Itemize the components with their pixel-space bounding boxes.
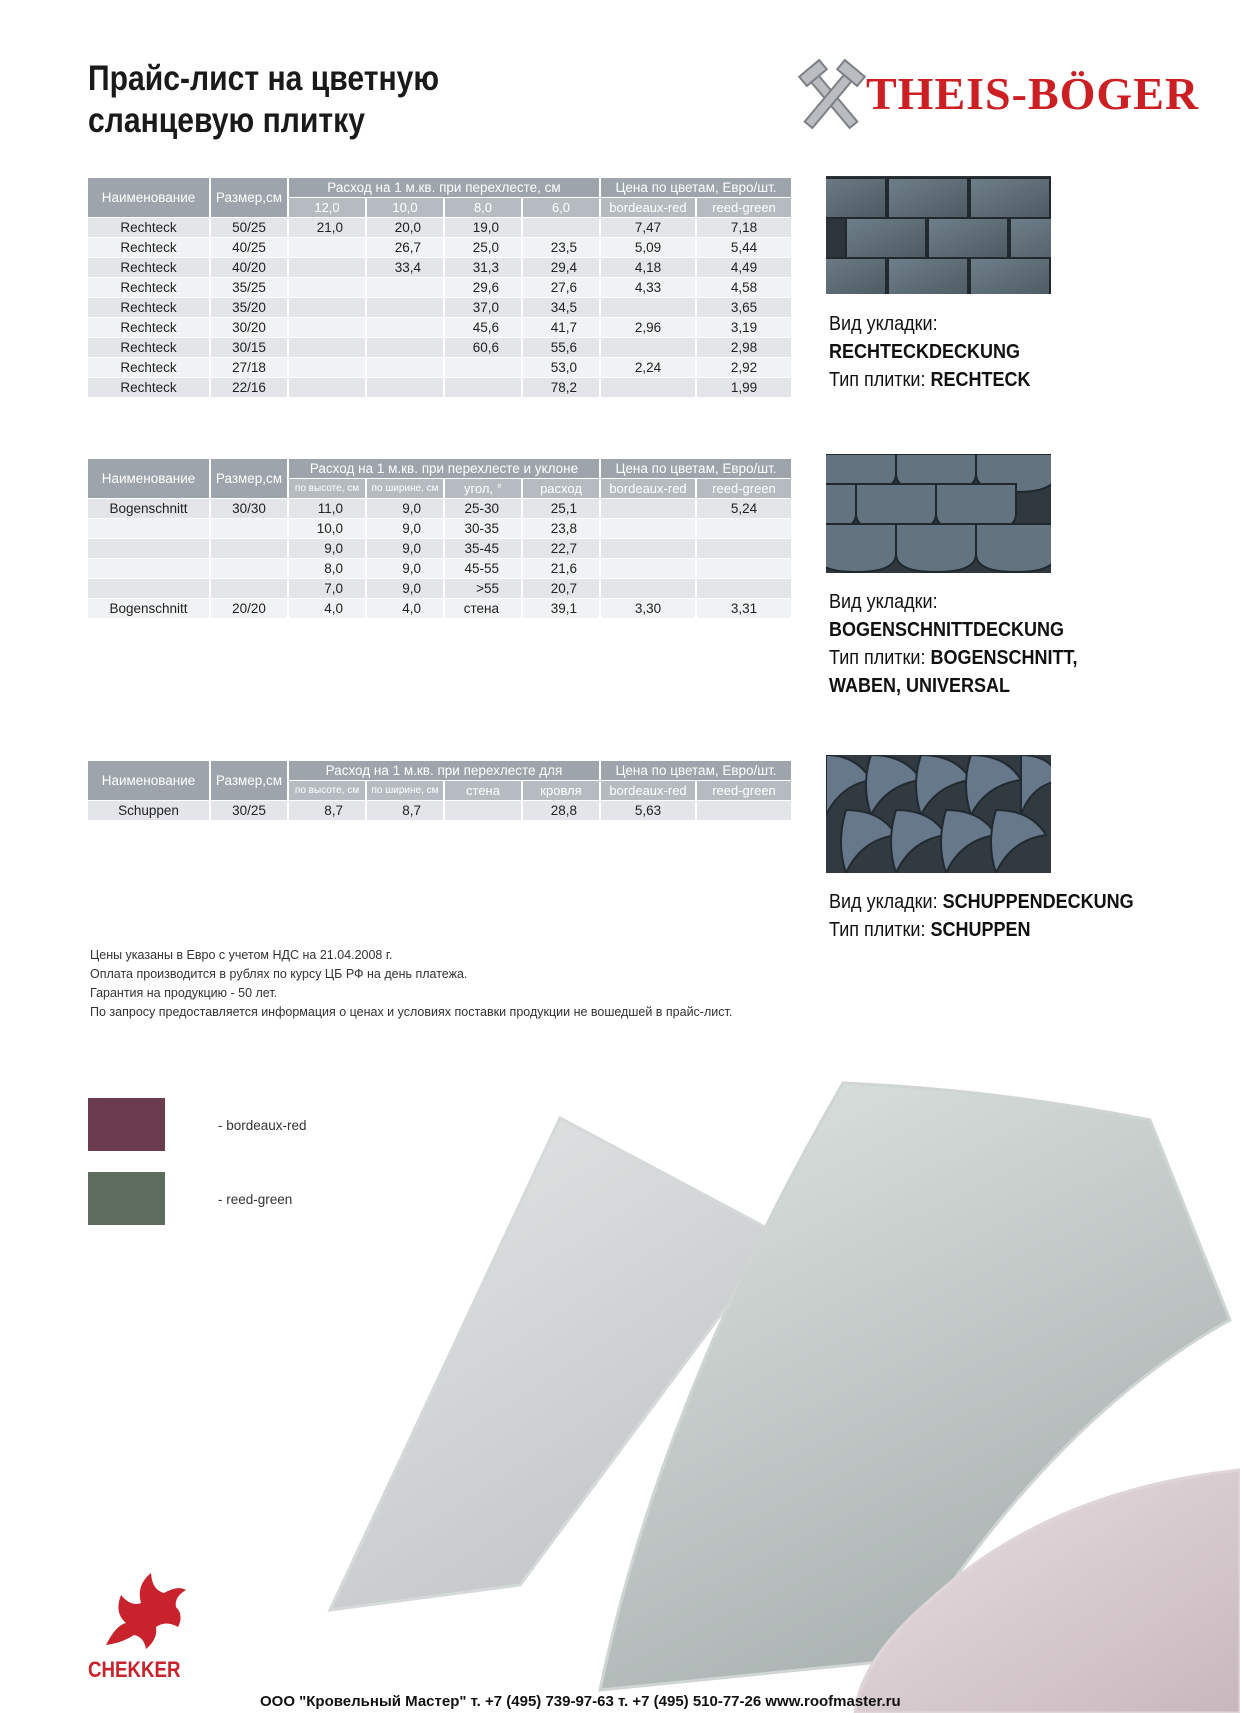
table-cell: 2,98: [696, 338, 792, 358]
table-cell: 4,0: [366, 599, 444, 619]
table-cell: 30/15: [210, 338, 288, 358]
table-cell: 41,7: [522, 318, 600, 338]
table-cell: 9,0: [366, 559, 444, 579]
subheader-cell: стена: [444, 781, 522, 801]
table-cell: 8,0: [288, 559, 366, 579]
table-cell: 29,6: [444, 278, 522, 298]
table-cell: 23,8: [522, 519, 600, 539]
subheader-cell: reed-green: [696, 198, 792, 218]
note-line: Оплата производится в рублях по курсу ЦБ РФ на день платежа.: [90, 967, 468, 981]
column-group-consumption: Расход на 1 м.кв. при перехлесте, см: [288, 178, 600, 198]
column-header-size: Размер,см: [210, 459, 288, 499]
caption-label: Вид укладки:: [829, 591, 938, 613]
table-cell: 33,4: [366, 258, 444, 278]
table-cell: 78,2: [522, 378, 600, 398]
table-cell: 30-35: [444, 519, 522, 539]
table-cell: 4,58: [696, 278, 792, 298]
table-cell: 30/20: [210, 318, 288, 338]
table-cell: 7,0: [288, 579, 366, 599]
table-cell: 53,0: [522, 358, 600, 378]
table-cell: 45,6: [444, 318, 522, 338]
subheader-cell: bordeaux-red: [600, 781, 696, 801]
caption-value: SCHUPPEN: [930, 919, 1031, 941]
table-cell: 25-30: [444, 499, 522, 519]
table-cell: 4,49: [696, 258, 792, 278]
table-cell: 2,96: [600, 318, 696, 338]
subheader-cell: по ширине, см: [366, 781, 444, 801]
table-cell: Bogenschnitt: [88, 599, 210, 619]
table-cell: 40/25: [210, 238, 288, 258]
table-cell: 37,0: [444, 298, 522, 318]
table-cell: 5,09: [600, 238, 696, 258]
table-cell: 21,0: [288, 218, 366, 238]
page-title-line-1: Прайс-лист на цветную: [88, 59, 440, 98]
subheader-cell: 10,0: [366, 198, 444, 218]
table-cell: 23,5: [522, 238, 600, 258]
subheader-cell: 8,0: [444, 198, 522, 218]
table-cell: 2,24: [600, 358, 696, 378]
table-cell: 9,0: [366, 539, 444, 559]
logo-wordmark: THEIS-BÖGER: [866, 68, 1200, 119]
table-cell: 9,0: [366, 499, 444, 519]
table-cell: Rechteck: [88, 318, 210, 338]
footer-contacts: ООО "Кровельный Мастер" т. +7 (495) 739-97-63 т. +7 (495) 510-77-26 www.roofmaster.ru: [260, 1693, 901, 1710]
swatch-label: - bordeaux-red: [218, 1118, 307, 1133]
table-cell: 35-45: [444, 539, 522, 559]
table-cell: 8,7: [366, 801, 444, 821]
subheader-cell: по высоте, см: [288, 479, 366, 499]
column-header-size: Размер,см: [210, 761, 288, 801]
chekker-wordmark: CHEKKER: [88, 1657, 181, 1682]
swatch-bordeaux-red: [88, 1098, 165, 1151]
table-cell: 25,0: [444, 238, 522, 258]
swatch-label: - reed-green: [218, 1192, 293, 1207]
table-cell: 55,6: [522, 338, 600, 358]
subheader-cell: кровля: [522, 781, 600, 801]
table-cell: Rechteck: [88, 218, 210, 238]
table-cell: 20,0: [366, 218, 444, 238]
table-cell: 19,0: [444, 218, 522, 238]
table-cell: 21,6: [522, 559, 600, 579]
table-cell: 5,63: [600, 801, 696, 821]
column-group-price: Цена по цветам, Евро/шт.: [600, 459, 792, 479]
table-cell: 60,6: [444, 338, 522, 358]
table-cell: стена: [444, 599, 522, 619]
table-cell: 11,0: [288, 499, 366, 519]
table-cell: Rechteck: [88, 298, 210, 318]
table-cell: 10,0: [288, 519, 366, 539]
table-cell: 9,0: [288, 539, 366, 559]
caption-value: BOGENSCHNITT,: [930, 647, 1078, 669]
column-header-size: Размер,см: [210, 178, 288, 218]
table-cell: 4,0: [288, 599, 366, 619]
subheader-cell: reed-green: [696, 479, 792, 499]
table-cell: Rechteck: [88, 378, 210, 398]
caption-label: Тип плитки:: [829, 369, 926, 391]
column-group-price: Цена по цветам, Евро/шт.: [600, 178, 792, 198]
column-group-consumption: Расход на 1 м.кв. при перехлесте и уклоне: [288, 459, 600, 479]
caption-label: Вид укладки:: [829, 313, 938, 335]
table-cell: 40/20: [210, 258, 288, 278]
table-cell: Rechteck: [88, 358, 210, 378]
table-cell: 3,31: [696, 599, 792, 619]
table-cell: 26,7: [366, 238, 444, 258]
table-cell: 4,18: [600, 258, 696, 278]
subheader-cell: по высоте, см: [288, 781, 366, 801]
caption-label: Тип плитки:: [829, 647, 926, 669]
swatch-reed-green: [88, 1172, 165, 1225]
table-cell: 39,1: [522, 599, 600, 619]
column-header-name: Наименование: [88, 459, 210, 499]
caption-value: RECHTECK: [930, 369, 1031, 391]
table-cell: Rechteck: [88, 258, 210, 278]
table-cell: 45-55: [444, 559, 522, 579]
table-cell: Schuppen: [88, 801, 210, 821]
table-cell: 8,7: [288, 801, 366, 821]
table-cell: 1,99: [696, 378, 792, 398]
table-cell: 3,65: [696, 298, 792, 318]
page-title-line-2: сланцевую плитку: [88, 101, 365, 140]
table-cell: 20,7: [522, 579, 600, 599]
table-cell: 35/25: [210, 278, 288, 298]
subheader-cell: по ширине, см: [366, 479, 444, 499]
table-cell: 30/30: [210, 499, 288, 519]
caption-value: WABEN, UNIVERSAL: [829, 675, 1011, 697]
table-cell: Rechteck: [88, 338, 210, 358]
table-cell: 9,0: [366, 579, 444, 599]
table-cell: 28,8: [522, 801, 600, 821]
caption-label: Тип плитки:: [829, 919, 926, 941]
caption-value: BOGENSCHNITTDECKUNG: [829, 619, 1065, 641]
table-cell: 5,44: [696, 238, 792, 258]
subheader-cell: угол, °: [444, 479, 522, 499]
table-cell: 3,30: [600, 599, 696, 619]
table-cell: 34,5: [522, 298, 600, 318]
subheader-cell: reed-green: [696, 781, 792, 801]
table-cell: 31,3: [444, 258, 522, 278]
caption-value: RECHTECKDECKUNG: [829, 341, 1021, 363]
table-cell: Bogenschnitt: [88, 499, 210, 519]
chekker-dragon-icon: [86, 1565, 196, 1655]
column-header-name: Наименование: [88, 761, 210, 801]
subheader-cell: расход: [522, 479, 600, 499]
table-cell: 7,47: [600, 218, 696, 238]
table-cell: 35/20: [210, 298, 288, 318]
caption-label: Вид укладки:: [829, 891, 938, 913]
caption-value: SCHUPPENDECKUNG: [942, 891, 1134, 913]
note-line: По запросу предоставляется информация о ценах и условиях поставки продукции не вошедшей в прайс-лист.: [90, 1005, 733, 1019]
table-cell: 20/20: [210, 599, 288, 619]
table-cell: 5,24: [696, 499, 792, 519]
table-cell: Rechteck: [88, 278, 210, 298]
note-line: Цены указаны в Евро с учетом НДС на 21.04.2008 г.: [90, 948, 393, 962]
table-cell: 2,92: [696, 358, 792, 378]
table-cell: Rechteck: [88, 238, 210, 258]
column-group-price: Цена по цветам, Евро/шт.: [600, 761, 792, 781]
subheader-cell: bordeaux-red: [600, 479, 696, 499]
table-cell: 22/16: [210, 378, 288, 398]
table-cell: 30/25: [210, 801, 288, 821]
table-cell: 25,1: [522, 499, 600, 519]
table-cell: 22,7: [522, 539, 600, 559]
table-cell: >55: [444, 579, 522, 599]
table-cell: 3,19: [696, 318, 792, 338]
table-cell: 27/18: [210, 358, 288, 378]
subheader-cell: 12,0: [288, 198, 366, 218]
table-cell: 29,4: [522, 258, 600, 278]
table-cell: 4,33: [600, 278, 696, 298]
subheader-cell: 6,0: [522, 198, 600, 218]
table-cell: 9,0: [366, 519, 444, 539]
table-cell: 50/25: [210, 218, 288, 238]
subheader-cell: bordeaux-red: [600, 198, 696, 218]
table-cell: 7,18: [696, 218, 792, 238]
table-cell: 27,6: [522, 278, 600, 298]
column-group-consumption: Расход на 1 м.кв. при перехлесте для: [288, 761, 600, 781]
column-header-name: Наименование: [88, 178, 210, 218]
note-line: Гарантия на продукцию - 50 лет.: [90, 986, 278, 1000]
